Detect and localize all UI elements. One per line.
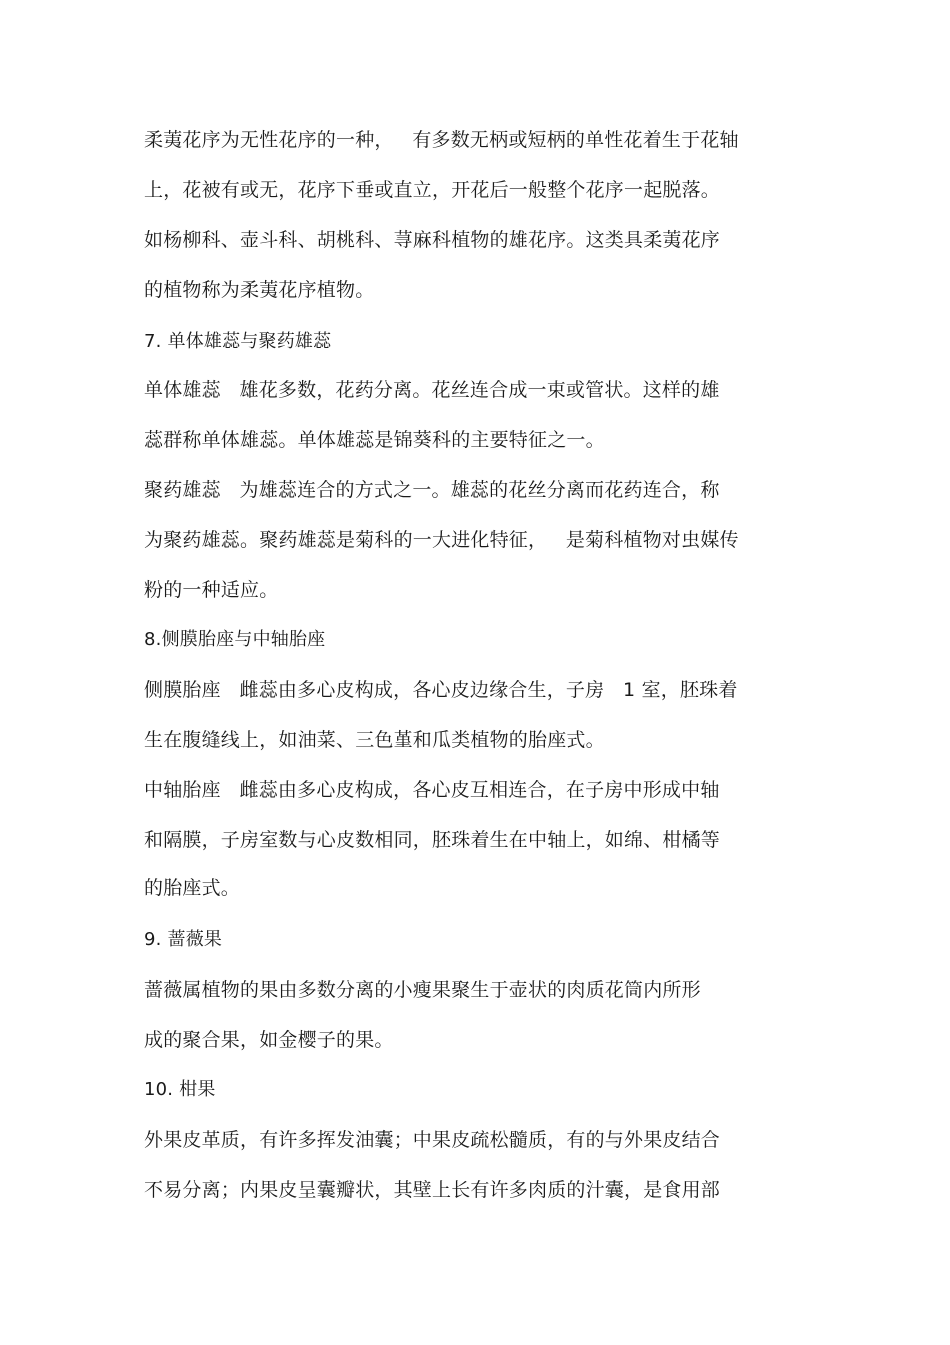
paragraph-line: 中轴胎座 雌蕊由多心皮构成，各心皮互相连合，在子房中形成中轴: [144, 779, 720, 801]
section-heading: 9. 蔷薇果: [144, 929, 223, 950]
paragraph-line: 成的聚合果，如金樱子的果。: [144, 1029, 394, 1051]
paragraph-line: 聚药雄蕊 为雄蕊连合的方式之一。雄蕊的花丝分离而花药连合，称: [144, 479, 720, 501]
paragraph-line: 单体雄蕊 雄花多数，花药分离。花丝连合成一束或管状。这样的雄: [144, 379, 720, 401]
paragraph-line: 的植物称为柔荑花序植物。: [144, 279, 375, 301]
paragraph-line: 如杨柳科、壶斗科、胡桃科、荨麻科植物的雄花序。这类具柔荑花序: [144, 229, 721, 251]
paragraph-line: 外果皮革质，有许多挥发油囊；中果皮疏松髓质，有的与外果皮结合: [144, 1129, 721, 1151]
paragraph-line: 粉的一种适应。: [144, 579, 279, 601]
paragraph-line: 的胎座式。: [144, 877, 241, 899]
paragraph-line: 为聚药雄蕊。聚药雄蕊是菊科的一大进化特征， 是菊科植物对虫媒传: [144, 529, 739, 551]
paragraph-line: 柔荑花序为无性花序的一种， 有多数无柄或短柄的单性花着生于花轴: [144, 129, 739, 151]
paragraph-line: 蕊群称单体雄蕊。单体雄蕊是锦葵科的主要特征之一。: [144, 429, 605, 451]
section-heading: 7. 单体雄蕊与聚药雄蕊: [144, 331, 332, 352]
paragraph-line: 上，花被有或无，花序下垂或直立，开花后一般整个花序一起脱落。: [144, 179, 721, 201]
section-heading: 10. 柑果: [144, 1079, 216, 1100]
paragraph-line: 侧膜胎座 雌蕊由多心皮构成，各心皮边缘合生，子房 1 室，胚珠着: [144, 679, 738, 701]
paragraph-line: 不易分离；内果皮呈囊瓣状，其壁上长有许多肉质的汁囊，是食用部: [144, 1179, 721, 1201]
paragraph-line: 蔷薇属植物的果由多数分离的小瘦果聚生于壶状的肉质花筒内所形: [144, 979, 701, 1001]
paragraph-line: 生在腹缝线上，如油菜、三色堇和瓜类植物的胎座式。: [144, 729, 605, 751]
paragraph-line: 和隔膜，子房室数与心皮数相同，胚珠着生在中轴上，如绵、柑橘等: [144, 829, 721, 851]
section-heading: 8.侧膜胎座与中轴胎座: [144, 629, 326, 650]
